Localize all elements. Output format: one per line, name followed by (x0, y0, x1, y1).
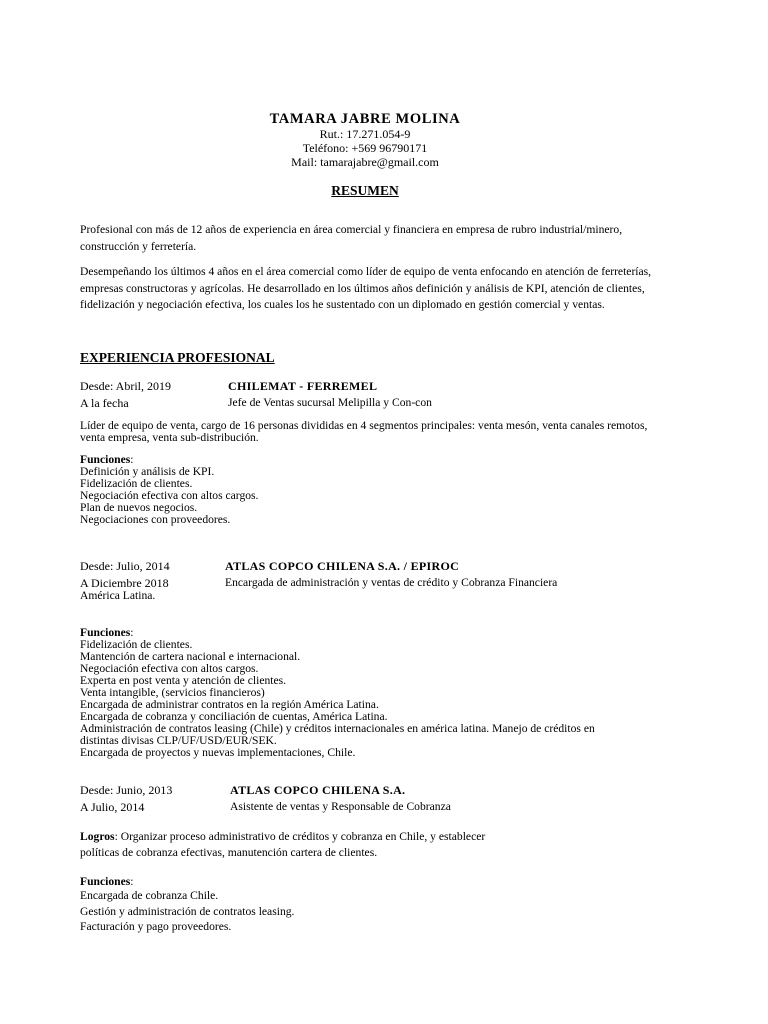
resumen-paragraph-2: Desempeñando los últimos 4 años en el área comercial como líder de equipo de venta enfocando en atención de ferreterías, empresas constructoras y agrícolas. He desarrollado en los últimos años definición y análisis de KPI, atención de clientes, fidelización y negociación efectiva, los cuales los he sustentado con un diplomado en gestión comercial y ventas. (80, 265, 652, 311)
job-1-from: Desde: Abril, 2019 (80, 379, 171, 393)
job-1-functions-label: Funciones: (80, 453, 134, 466)
job-2-role-continuation: América Latina. (80, 589, 156, 602)
resumen-paragraph-1: Profesional con más de 12 años de experiencia en área comercial y financiera en empresa de rubro industrial/minero, construcción y ferretería. (80, 223, 623, 253)
job-2-from: Desde: Julio, 2014 (80, 559, 170, 573)
achievements-label: Logros (80, 830, 115, 843)
job-1-description: Líder de equipo de venta, cargo de 16 personas divididas en 4 segmentos principales: venta mesón, venta canales remotos, venta empresa, venta sub-distribución. (80, 419, 648, 444)
experience-title: EXPERIENCIA PROFESIONAL (80, 350, 275, 365)
list-item: Encargada de administrar contratos en la región América Latina. (80, 698, 379, 711)
achievements-line-2: políticas de cobranza efectivas, manutención cartera de clientes. (80, 845, 378, 859)
list-item: Mantención de cartera nacional e internacional. (80, 650, 301, 663)
job-3-company: ATLAS COPCO CHILENA S.A. (230, 783, 406, 797)
list-item: Gestión y administración de contratos leasing. (80, 904, 295, 918)
mail-line: Mail: tamarajabre@gmail.com (291, 155, 439, 169)
list-item: Encargada de proyectos y nuevas implementaciones, Chile. (80, 746, 356, 759)
rut-line: Rut.: 17.271.054-9 (319, 127, 411, 141)
list-item: Encargada de cobranza Chile. (80, 889, 219, 902)
job-3-from: Desde: Junio, 2013 (80, 783, 173, 797)
list-item: Fidelización de clientes. (80, 638, 193, 651)
resumen-title: RESUMEN (331, 183, 399, 198)
achievements-line-1: : Organizar proceso administrativo de créditos y cobranza en Chile, y establecer (114, 830, 486, 843)
candidate-name: TAMARA JABRE MOLINA (269, 111, 461, 127)
job-1-company: CHILEMAT - FERREMEL (228, 379, 378, 393)
list-item: Fidelización de clientes. (80, 477, 193, 490)
job-3-role: Asistente de ventas y Responsable de Cobranza (230, 800, 451, 813)
job-2-functions-list (80, 639, 595, 759)
list-item: Encargada de cobranza y conciliación de cuentas, América Latina. (80, 710, 388, 723)
list-item: Negociaciones con proveedores. (80, 513, 231, 526)
list-item: Facturación y pago proveedores. (80, 920, 232, 933)
list-item: Plan de nuevos negocios. (80, 501, 198, 514)
list-item: distintas divisas CLP/UF/USD/EUR/SEK. (80, 734, 277, 747)
phone-line: Teléfono: +569 96790171 (302, 141, 428, 155)
list-item: Administración de contratos leasing (Chile) y créditos internacionales en américa latina. Manejo de créditos en (80, 722, 595, 735)
job-2-functions-label: Funciones: (80, 626, 134, 639)
job-2-to: A Diciembre 2018 (80, 576, 169, 590)
list-item: Definición y análisis de KPI. (80, 465, 215, 478)
job-3-functions-label: Funciones: (80, 875, 134, 888)
job-2-company: ATLAS COPCO CHILENA S.A. / EPIROC (225, 559, 460, 573)
job-3-functions-list (80, 888, 294, 935)
list-item: Negociación efectiva con altos cargos. (80, 662, 259, 675)
job-3-achievements (80, 829, 485, 860)
job-1-role: Jefe de Ventas sucursal Melipilla y Con-con (228, 396, 432, 409)
job-3-to: A Julio, 2014 (80, 800, 145, 814)
job-1-to: A la fecha (80, 396, 129, 410)
list-item: Negociación efectiva con altos cargos. (80, 489, 259, 502)
list-item: Experta en post venta y atención de clientes. (80, 674, 287, 687)
job-1-functions-list (80, 466, 258, 526)
list-item: Venta intangible, (servicios financieros) (80, 686, 265, 699)
job-2-role: Encargada de administración y ventas de crédito y Cobranza Financiera (225, 576, 558, 589)
